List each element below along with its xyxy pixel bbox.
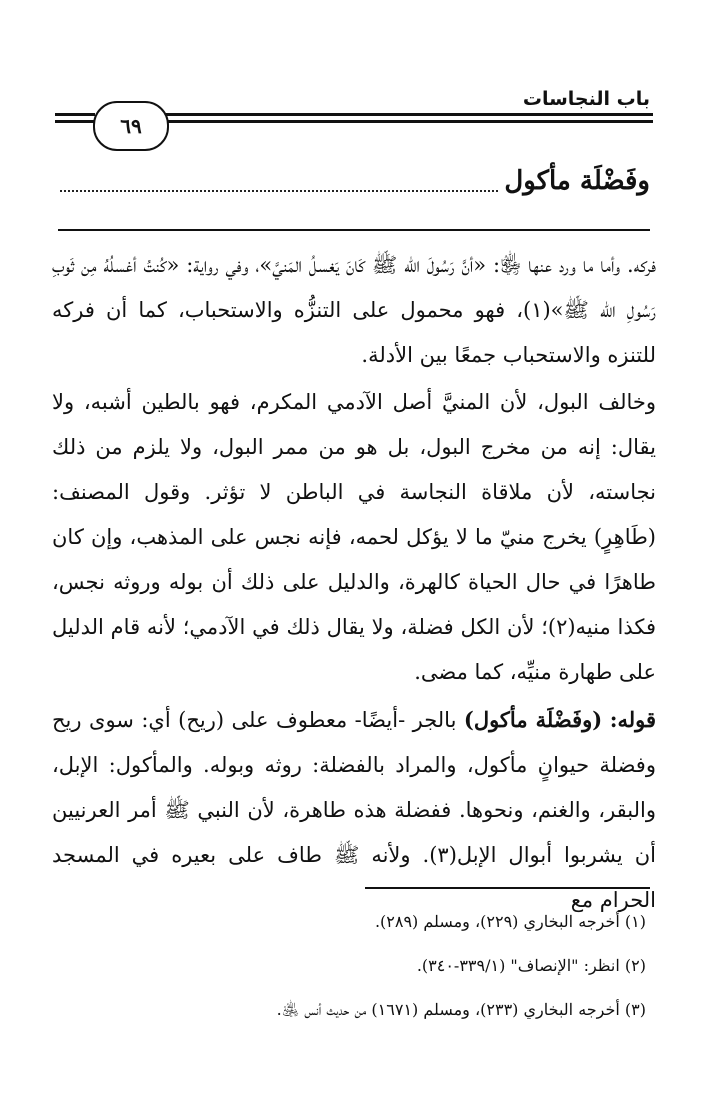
page-number: ٦٩ [120,114,142,138]
paragraph-1: فركه. وأما ما ورد عنها ﵂: «أنَّ رَسُولَ الله ﷺ كَانَ يَغسلُ المَنيَّ»، وفي رواية: «كُنتُ أغسلُهُ مِن ثَوبِ رَسُولِ الله ﷺ»(١)، فهو محمول على التنزُّه والاستحباب، كما أن فركه للتنزه والاستحباب جمعًا بين الأدلة. [52,253,656,367]
paragraph-3-term: (وفَضْلَة مأكول) [463,707,603,732]
header-rule-right-lower [165,120,653,123]
footnote-rule [365,887,650,889]
chapter-title: باب النجاسات [522,88,650,110]
header-rule-left-lower [55,120,95,123]
paragraph-3-label: قوله: [609,707,656,732]
section-title: وفَضْلَة مأكول [504,166,650,196]
footnotes [52,900,646,1032]
paragraph-3-text: بالجر -أيضًا- معطوف على (ريح) أي: سوى ريح وفضلة حيوانٍ مأكول، والمراد بالفضلة: روثه وبوله. والمأكول: الإبل، والبقر، والغنم، ونحوها. ففضلة هذه طاهرة، لأن النبي ﷺ أمر العرنيين أن يشربوا أبوال الإبل(٣). ولأنه ﷺ طاف على بعيره في المسجد الحرام مع [52,708,656,912]
page-number-badge [93,101,169,151]
footnote-3: (٣) أخرجه البخاري (٢٣٣)، ومسلم (١٦٧١) من حديث أنس ﵁. [276,1000,646,1019]
header-rule-right-upper [165,113,653,116]
paragraph-3 [52,697,656,923]
header-rule-left-upper [55,113,95,116]
section-dotted-leader [60,190,498,192]
footnote-1: (١) أخرجه البخاري (٢٢٩)، ومسلم (٢٨٩). [374,912,646,931]
body-text [52,243,656,925]
footnote-2: (٢) انظر: "الإنصاف" (٣٣٩/١-٣٤٠). [416,956,646,975]
paragraph-2: وخالف البول، لأن المنيَّ أصل الآدمي المكرم، فهو بالطين أشبه، ولا يقال: إنه من مخرج البول، بل هو من ممر البول، ولا يلزم من ذلك نجاسته، لأن ملاقاة النجاسة في الباطن لا تؤثر. وقول المصنف: (طَاهِرٍ) يخرج منيّ ما لا يؤكل لحمه، فإنه نجس على المذهب، وإن كان طاهرًا في حال الحياة كالهرة، والدليل على ذلك أن بوله وروثه نجس، فكذا منيه(٢)؛ لأن الكل فضلة، ولا يقال ذلك في الآدمي؛ لأنه قام الدليل على طهارة منيِّه، كما مضى. [52,390,657,684]
section-rule [58,229,650,231]
